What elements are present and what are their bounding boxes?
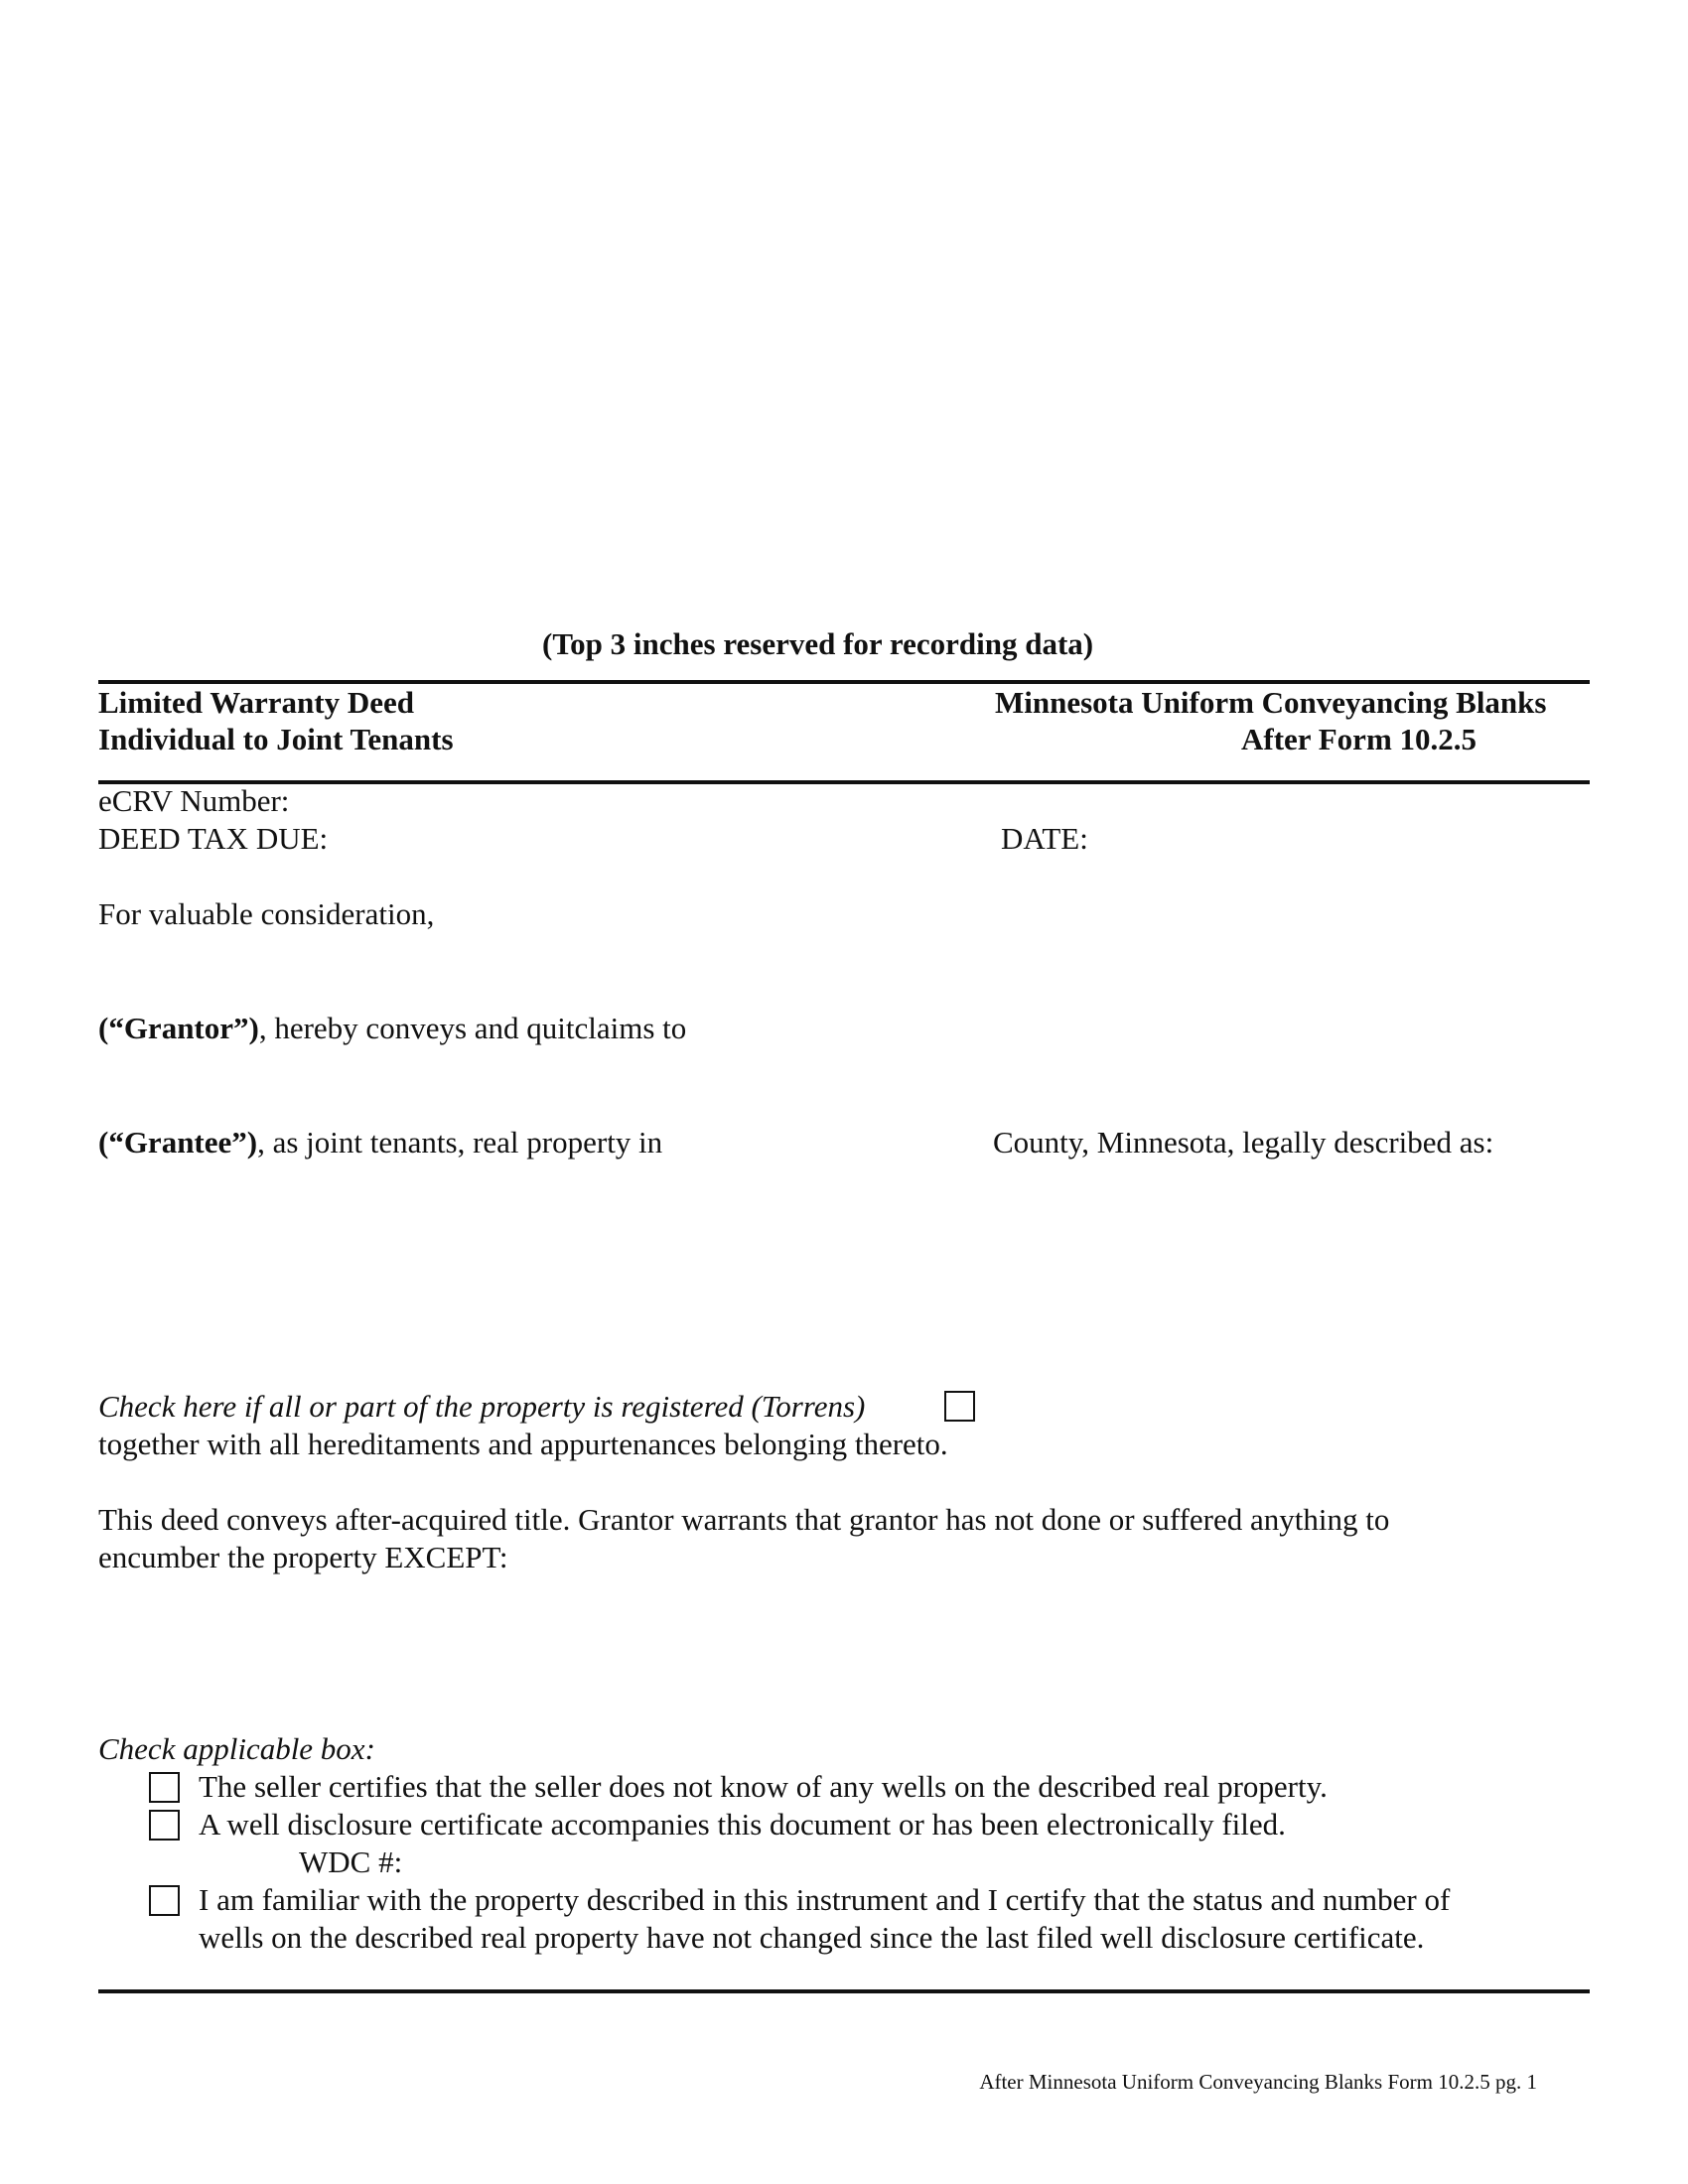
recording-note: (Top 3 inches reserved for recording data)	[542, 626, 1094, 661]
no-wells-text: The seller certifies that the seller does not know of any wells on the described real property.	[199, 1769, 1328, 1804]
wells-unchanged-checkbox[interactable]	[149, 1885, 180, 1916]
form-subtitle: Individual to Joint Tenants	[98, 722, 454, 756]
check-applicable-heading: Check applicable box:	[98, 1731, 375, 1766]
grantor-label: (“Grantor”)	[98, 1011, 259, 1045]
deed-tax-due-label: DEED TAX DUE:	[98, 821, 329, 856]
form-title: Limited Warranty Deed	[98, 685, 415, 720]
torrens-text: Check here if all or part of the property is registered (Torrens)	[98, 1389, 866, 1424]
wells-unchanged-text-line1: I am familiar with the property described in this instrument and I certify that the status and number of	[199, 1882, 1451, 1917]
grantor-text: , hereby conveys and quitclaims to	[258, 1011, 687, 1045]
form-number: After Form 10.2.5	[1241, 722, 1477, 756]
encumber-except-text: encumber the property EXCEPT:	[98, 1540, 508, 1574]
grantee-label: (“Grantee”)	[98, 1125, 258, 1160]
well-certificate-text: A well disclosure certificate accompanies this document or has been electronically filed.	[199, 1807, 1286, 1842]
page-footer: After Minnesota Uniform Conveyancing Blanks Form 10.2.5 pg. 1	[979, 2070, 1537, 2094]
wdc-number-label: WDC #:	[299, 1844, 403, 1879]
ecrv-number-label: eCRV Number:	[98, 783, 290, 818]
torrens-checkbox[interactable]	[944, 1391, 975, 1422]
bottom-rule	[98, 1989, 1590, 1993]
header-bottom-rule	[98, 780, 1590, 784]
wells-unchanged-text-line2: wells on the described real property have not changed since the last filed well disclosure certificate.	[199, 1920, 1425, 1955]
no-wells-checkbox[interactable]	[149, 1772, 180, 1803]
well-certificate-checkbox[interactable]	[149, 1810, 180, 1841]
grantee-text: , as joint tenants, real property in	[257, 1125, 663, 1160]
county-text: County, Minnesota, legally described as:	[993, 1125, 1494, 1160]
consideration-text: For valuable consideration,	[98, 896, 435, 931]
grantee-line	[98, 1124, 662, 1161]
hereditaments-text: together with all hereditaments and appurtenances belonging thereto.	[98, 1427, 948, 1461]
grantor-line	[98, 1010, 686, 1047]
date-label: DATE:	[1001, 821, 1088, 856]
form-source: Minnesota Uniform Conveyancing Blanks	[995, 685, 1547, 720]
after-acquired-title-text: This deed conveys after-acquired title. Grantor warrants that grantor has not done or suffered anything to	[98, 1502, 1390, 1537]
